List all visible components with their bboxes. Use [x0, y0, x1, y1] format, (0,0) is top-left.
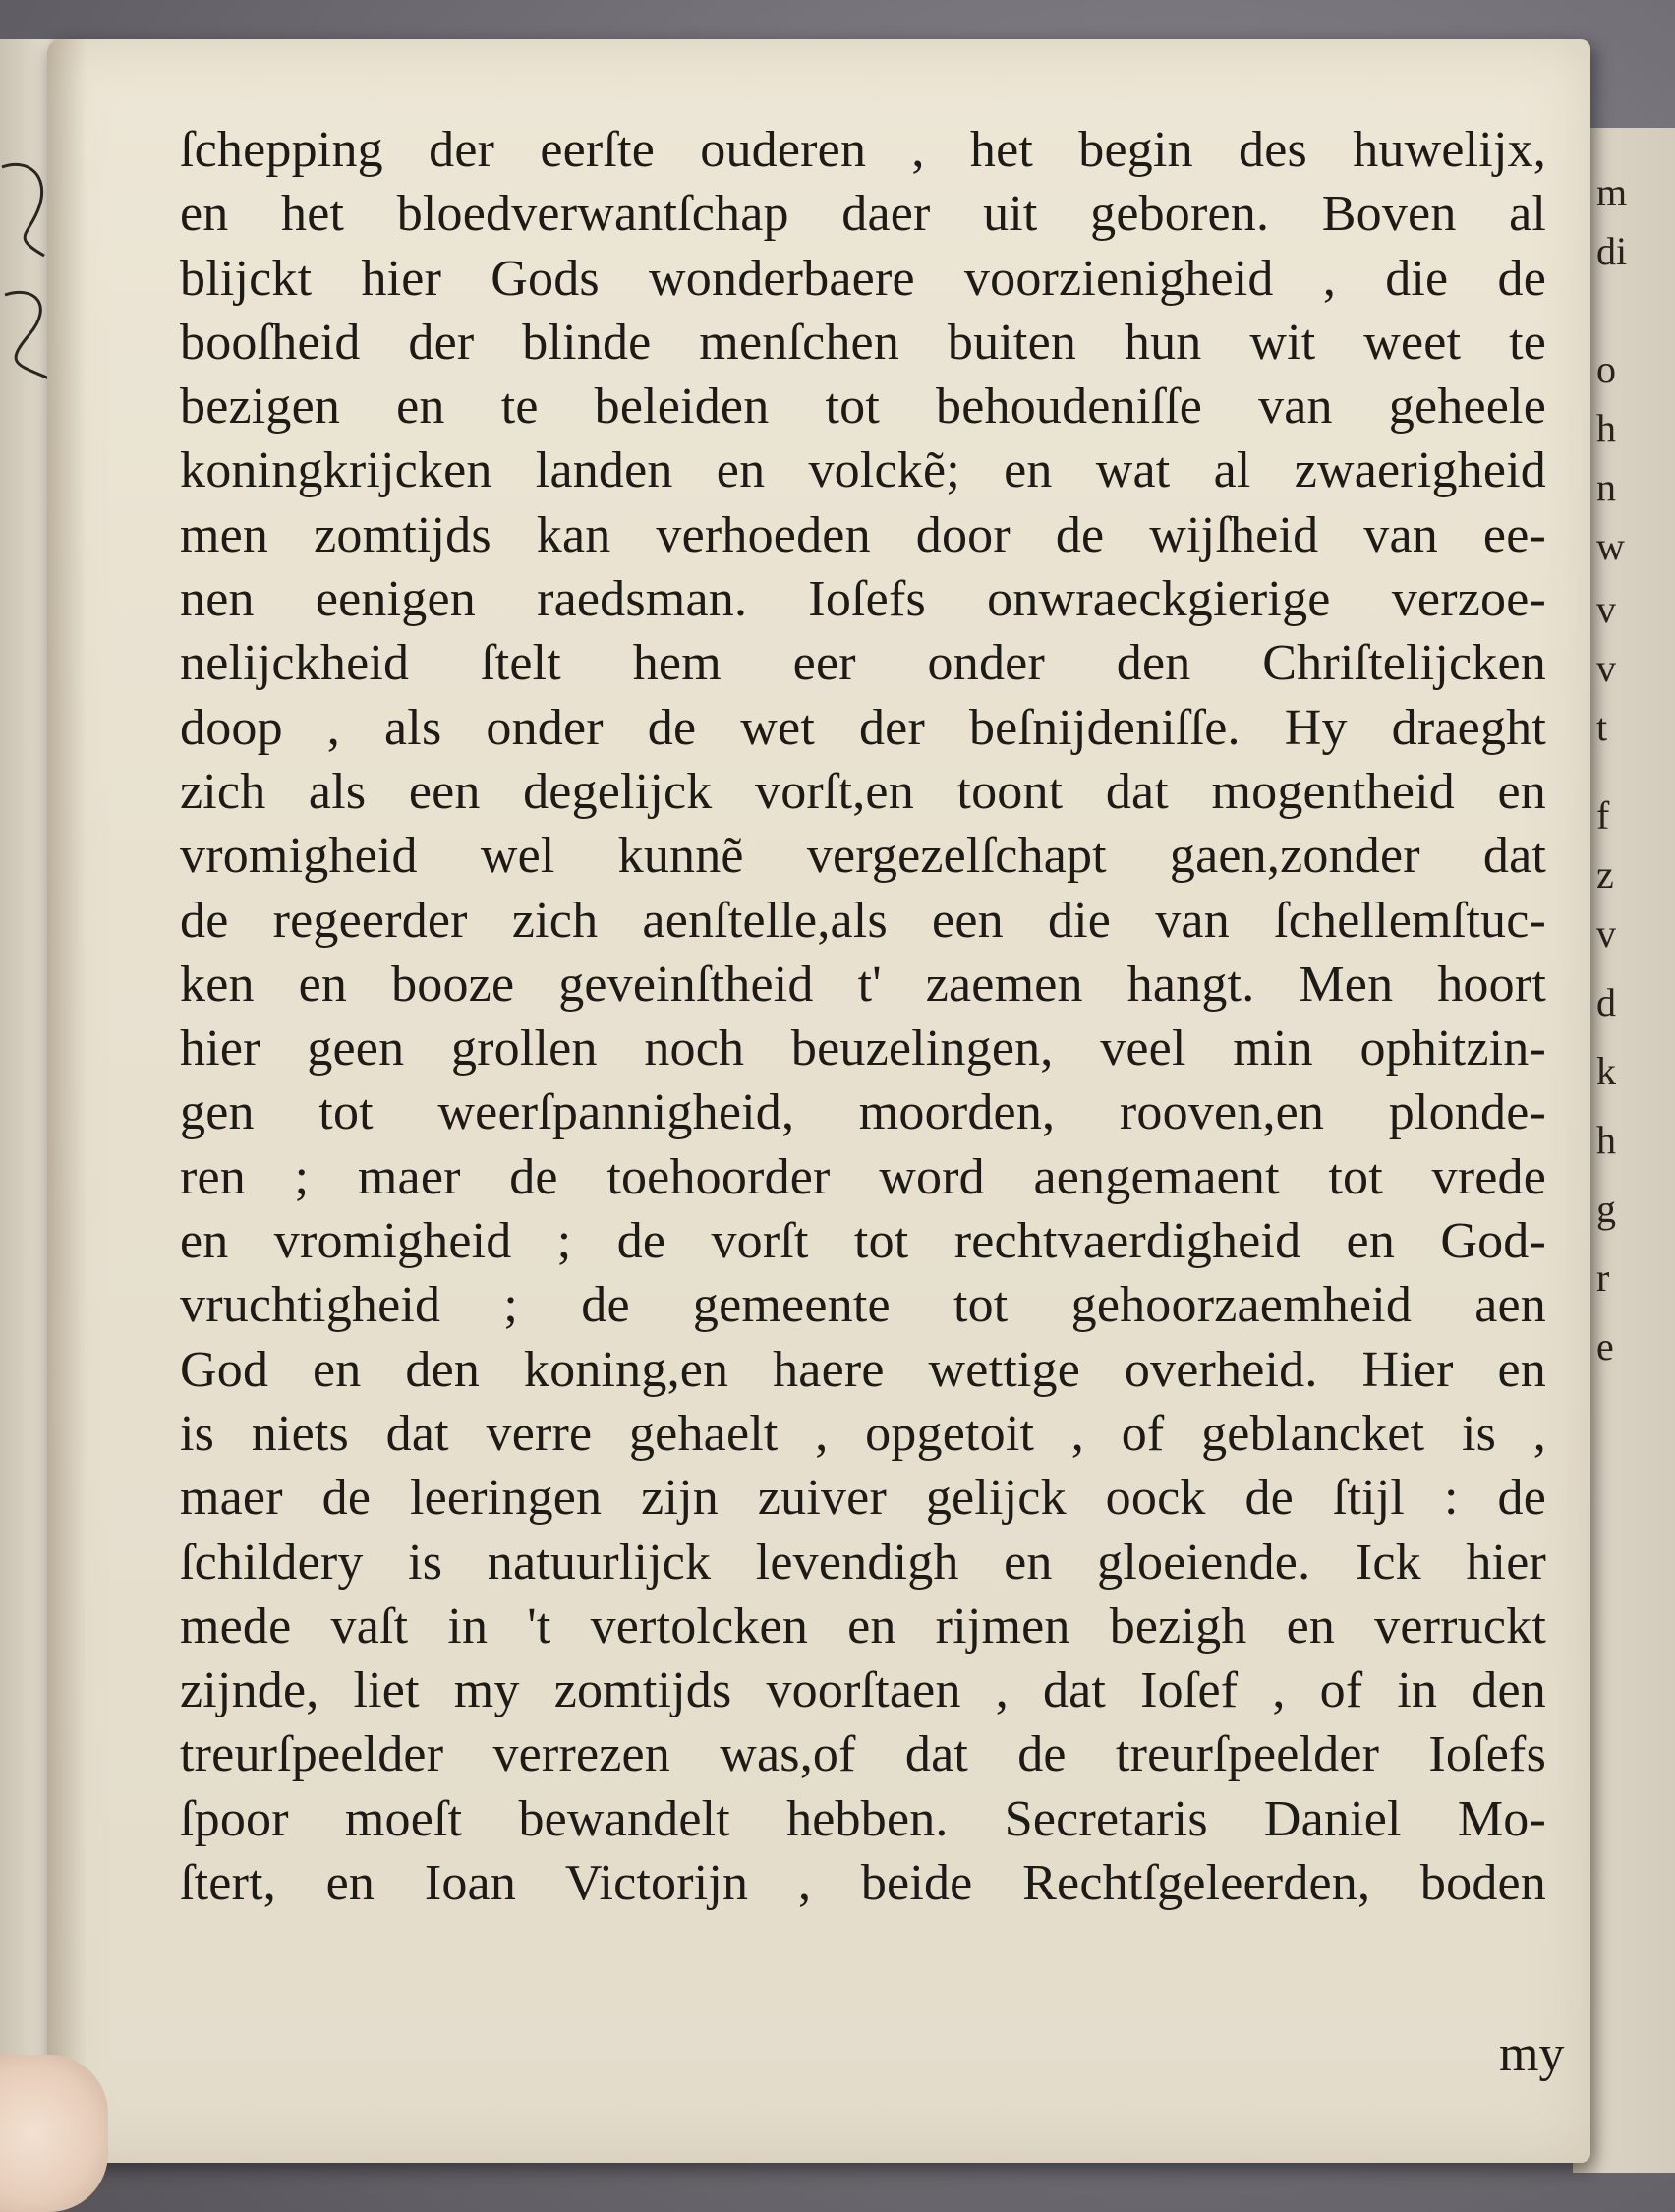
adjacent-fragment: z [1596, 852, 1614, 897]
adjacent-fragment: h [1596, 406, 1616, 450]
holding-thumb [0, 2055, 108, 2212]
text-line-26: treurſpeelder verrezen was,of dat de treurſpeelder Ioſefs [180, 1726, 1546, 1783]
adjacent-fragment: h [1596, 1118, 1616, 1162]
text-line-28: ſtert, en Ioan Victorijn , beide Rechtſgeleerden, boden [180, 1855, 1546, 1912]
text-line-23: ſchildery is natuurlijck levendigh en gloeiende. Ick hier [180, 1534, 1546, 1591]
text-line-25: zijnde, liet my zomtijds voorſtaen , dat Ioſef , of in den [180, 1662, 1546, 1719]
adjacent-fragment: k [1596, 1049, 1616, 1093]
text-line-15: hier geen grollen noch beuzelingen, veel min ophitzin- [180, 1020, 1546, 1077]
text-line-10: doop , als onder de wet der beſnijdeniſſe. Hy draeght [180, 699, 1546, 756]
text-line-22: maer de leeringen zijn zuiver gelijck oock de ſtijl : de [180, 1470, 1546, 1527]
adjacent-fragment: e [1596, 1324, 1614, 1368]
text-line-14: ken en booze geveinſtheid t' zaemen hangt. Men hoort [180, 956, 1546, 1013]
adjacent-fragment: n [1596, 465, 1616, 509]
catchword: my [1499, 2026, 1565, 2082]
text-line-1: ſchepping der eerſte ouderen , het begin des huwelijx, [180, 122, 1546, 178]
adjacent-fragment: o [1596, 347, 1616, 391]
adjacent-fragment: v [1596, 587, 1616, 631]
text-line-7: men zomtijds kan verhoeden door de wijſheid van ee- [180, 506, 1546, 563]
text-line-19: vruchtigheid ; de gemeente tot gehoorzaemheid aen [180, 1277, 1546, 1334]
adjacent-fragment: g [1596, 1187, 1616, 1231]
text-line-5: bezigen en te beleiden tot behoudeniſſe van geheele [180, 378, 1546, 436]
spine-shadow [47, 39, 87, 2163]
adjacent-fragment: v [1596, 911, 1616, 956]
text-line-20: God en den koning,en haere wettige overheid. Hier en [180, 1341, 1546, 1398]
page-text [180, 118, 1556, 1915]
adjacent-fragment: w [1596, 524, 1625, 568]
text-line-12: vromigheid wel kunnẽ vergezelſchapt gaen,zonder dat [180, 828, 1546, 885]
text-line-3: blijckt hier Gods wonderbaere voorzienigheid , die de [180, 250, 1546, 307]
text-line-16: gen tot weerſpannigheid, moorden, rooven,en plonde- [180, 1084, 1546, 1141]
adjacent-fragment: m [1596, 170, 1628, 214]
text-line-8: nen eenigen raedsman. Ioſefs onwraeckgierige verzoe- [180, 571, 1546, 628]
adjacent-fragment: r [1596, 1255, 1610, 1300]
adjacent-fragment: di [1596, 229, 1628, 273]
text-line-11: zich als een degelijck vorſt,en toont dat mogentheid en [180, 763, 1546, 820]
adjacent-fragment: f [1596, 793, 1610, 838]
text-line-13: de regeerder zich aenſtelle,als een die van ſchellemſtuc- [180, 892, 1546, 949]
text-line-21: is niets dat verre gehaelt , opgetoit , of geblancket is , [180, 1405, 1546, 1462]
adjacent-fragment: t [1596, 705, 1608, 749]
text-line-6: koningkrijcken landen en volckẽ; en wat al zwaerigheid [180, 442, 1546, 499]
adjacent-fragment: d [1596, 980, 1616, 1024]
adjacent-fragment: v [1596, 646, 1616, 690]
text-line-17: ren ; maer de toehoorder word aengemaent tot vrede [180, 1148, 1546, 1205]
text-line-4: booſheid der blinde menſchen buiten hun wit weet te [180, 314, 1546, 371]
text-line-2: en het bloedverwantſchap daer uit geboren. Boven al [180, 186, 1546, 243]
text-line-9: nelijckheid ſtelt hem eer onder den Chriſtelijcken [180, 635, 1546, 692]
text-line-27: ſpoor moeſt bewandelt hebben. Secretaris Daniel Mo- [180, 1790, 1546, 1847]
text-line-24: mede vaſt in 't vertolcken en rijmen bezigh en verruckt [180, 1598, 1546, 1655]
text-line-18: en vromigheid ; de vorſt tot rechtvaerdigheid en God- [180, 1213, 1546, 1270]
